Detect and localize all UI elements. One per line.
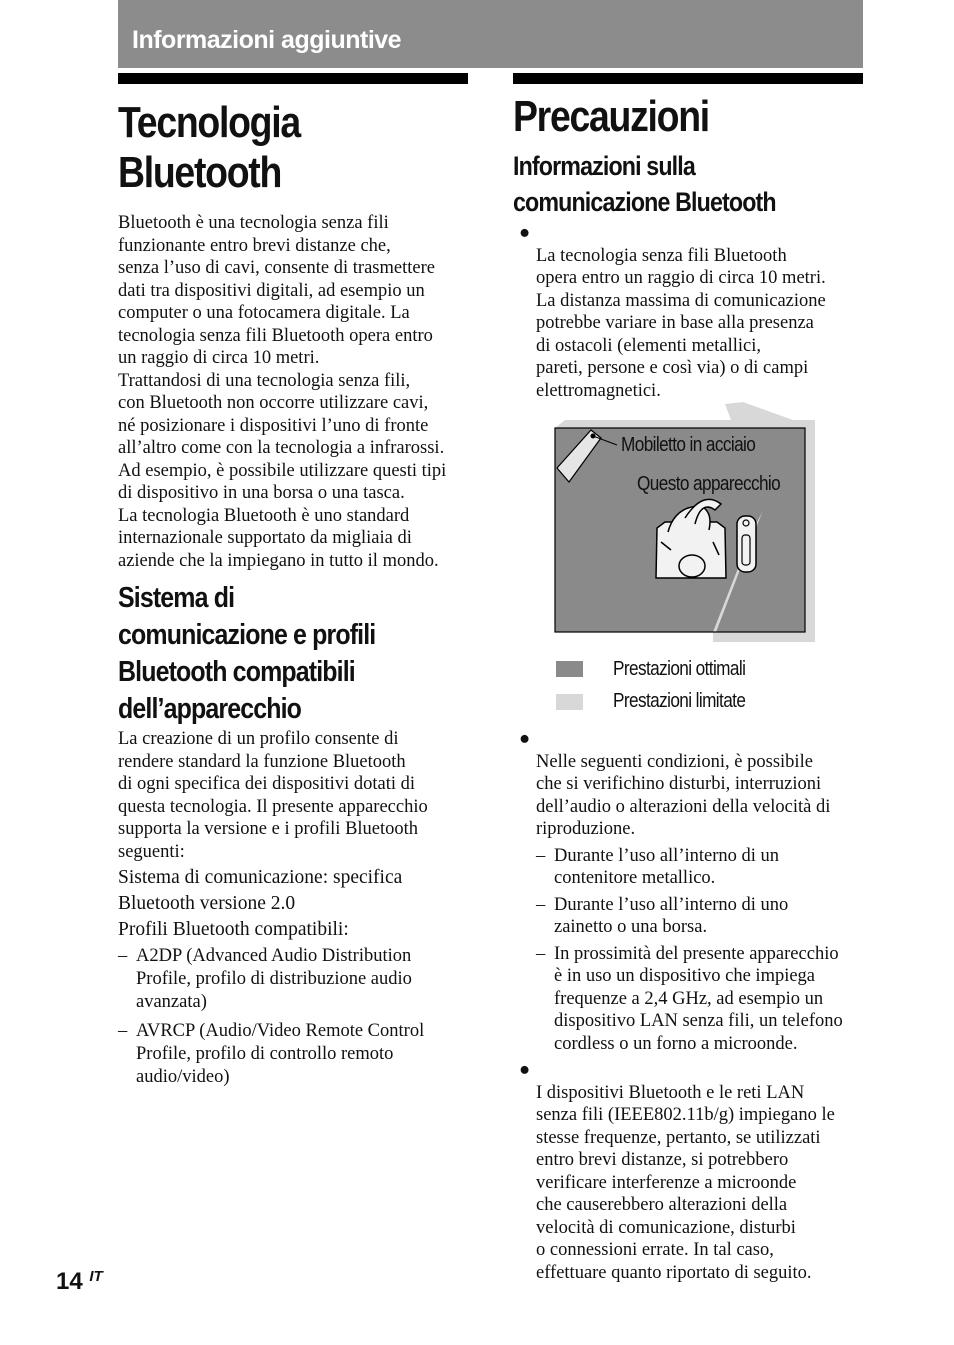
section-header-title: Informazioni aggiuntive — [132, 26, 402, 54]
device-label: Questo apparecchio — [637, 473, 781, 495]
device-icon — [737, 516, 756, 572]
profile-item-a2dp: – A2DP (Advanced Audio Distribution Profile, profilo di distribuzione audio avanzata) — [118, 945, 470, 1014]
bullet-dot: ● — [519, 1060, 531, 1080]
bullet-dot: ● — [519, 729, 531, 749]
legend-swatch-optimal — [556, 661, 583, 677]
bluetooth-intro: Bluetooth è una tecnologia senza fili funzionante entro brevi distanze che, senza l’uso di cavi, consente di trasmettere dati tra dispositivi digitali, ad esempio un computer o una fotocamera digitale. La tecnologia senza fili Bluetooth opera entro un raggio di circa 10 metri. Trattandosi di una tecnologia senza fili, con Bluetooth non occorre utilizzare cavi, né posizionare i dispositivi l’uno di fronte all’altro come con la tecnologia a infrarossi. Ad esempio, è possibile utilizzare questi tipi di dispositivo in una borsa o una tasca. La tecnologia Bluetooth è uno standard internazionale supportato da migliaia di aziende che la impiegano in tutto il mondo. — [118, 213, 447, 571]
legend-swatch-limited — [556, 694, 583, 710]
profiles-text: La creazione di un profilo consente di rendere standard la funzione Bluetooth di ogni specifica dei dispositivi dotati di questa tecnologia. Il presente apparecchio supporta la versione e i profili Bluetooth seguenti: — [118, 729, 428, 862]
right-column — [513, 92, 869, 402]
comm-system-spec: Sistema di comunicazione: specifica Bluetooth versione 2.0 — [118, 867, 403, 914]
bullet-conditions — [513, 728, 869, 841]
profiles-subtitle: Sistema di comunicazione e profili Bluetooth compatibili dell’apparecchio — [118, 582, 376, 725]
bullet-lan — [513, 1059, 869, 1284]
bullet-lan-text: I dispositivi Bluetooth e le reti LAN senza fili (IEEE802.11b/g) impiegano le stesse frequenze, pertanto, se utilizzati entro brevi distanze, si potrebbero verificare interferenze a microonde che causerebbero alterazioni della velocità di comunicazione, disturbi o connessioni errate. In tal caso, effettuare quanto riportato di seguito. — [536, 1082, 835, 1283]
condition-item-bag: – Durante l’uso all’interno di uno zainetto o una borsa. — [513, 894, 869, 939]
profiles-label: Profili Bluetooth compatibili: — [118, 919, 349, 940]
legend-optimal-label: Prestazioni ottimali — [613, 658, 746, 680]
bluetooth-title: Tecnologia Bluetooth — [118, 98, 300, 197]
condition-item-metal: – Durante l’uso all’interno di un contenitore metallico. — [513, 845, 869, 890]
left-column-rule — [118, 73, 468, 84]
legend-limited-label: Prestazioni limitate — [613, 690, 746, 712]
page-number-value: 14 — [56, 1268, 83, 1295]
page-number — [56, 1268, 103, 1296]
cabinet-label: Mobiletto in acciaio — [621, 434, 756, 456]
section-header-band — [118, 0, 863, 68]
range-figure — [553, 400, 817, 645]
right-column-rule — [513, 73, 863, 84]
figure-legend — [556, 658, 876, 718]
page-language: IT — [89, 1268, 103, 1285]
comm-subtitle: Informazioni sulla comunicazione Bluetooth — [513, 151, 776, 217]
bullet-range — [513, 222, 869, 402]
bullet-conditions-text: Nelle seguenti condizioni, è possibile che si verifichino disturbi, interruzioni dell’audio o alterazioni della velocità di riproduzione. — [536, 751, 831, 839]
profile-item-avrcp: – AVRCP (Audio/Video Remote Control Profile, profilo di controllo remoto audio/video) — [118, 1020, 470, 1089]
condition-item-wireless: – In prossimità del presente apparecchio è in uso un dispositivo che impiega frequenze a 2,4 GHz, ad esempio un dispositivo LAN senza fili, un telefono cordless o un forno a microonde. — [513, 943, 869, 1056]
interference-section — [513, 728, 869, 1284]
precautions-title: Precauzioni — [513, 92, 709, 141]
bullet-dot: ● — [519, 223, 531, 243]
left-column — [118, 98, 470, 1089]
bullet-range-text: La tecnologia senza fili Bluetooth opera entro un raggio di circa 10 metri. La distanza massima di comunicazione potrebbe variare in base alla presenza di ostacoli (elementi metallici, pareti, persone e così via) o di campi elettromagnetici. — [536, 245, 826, 401]
